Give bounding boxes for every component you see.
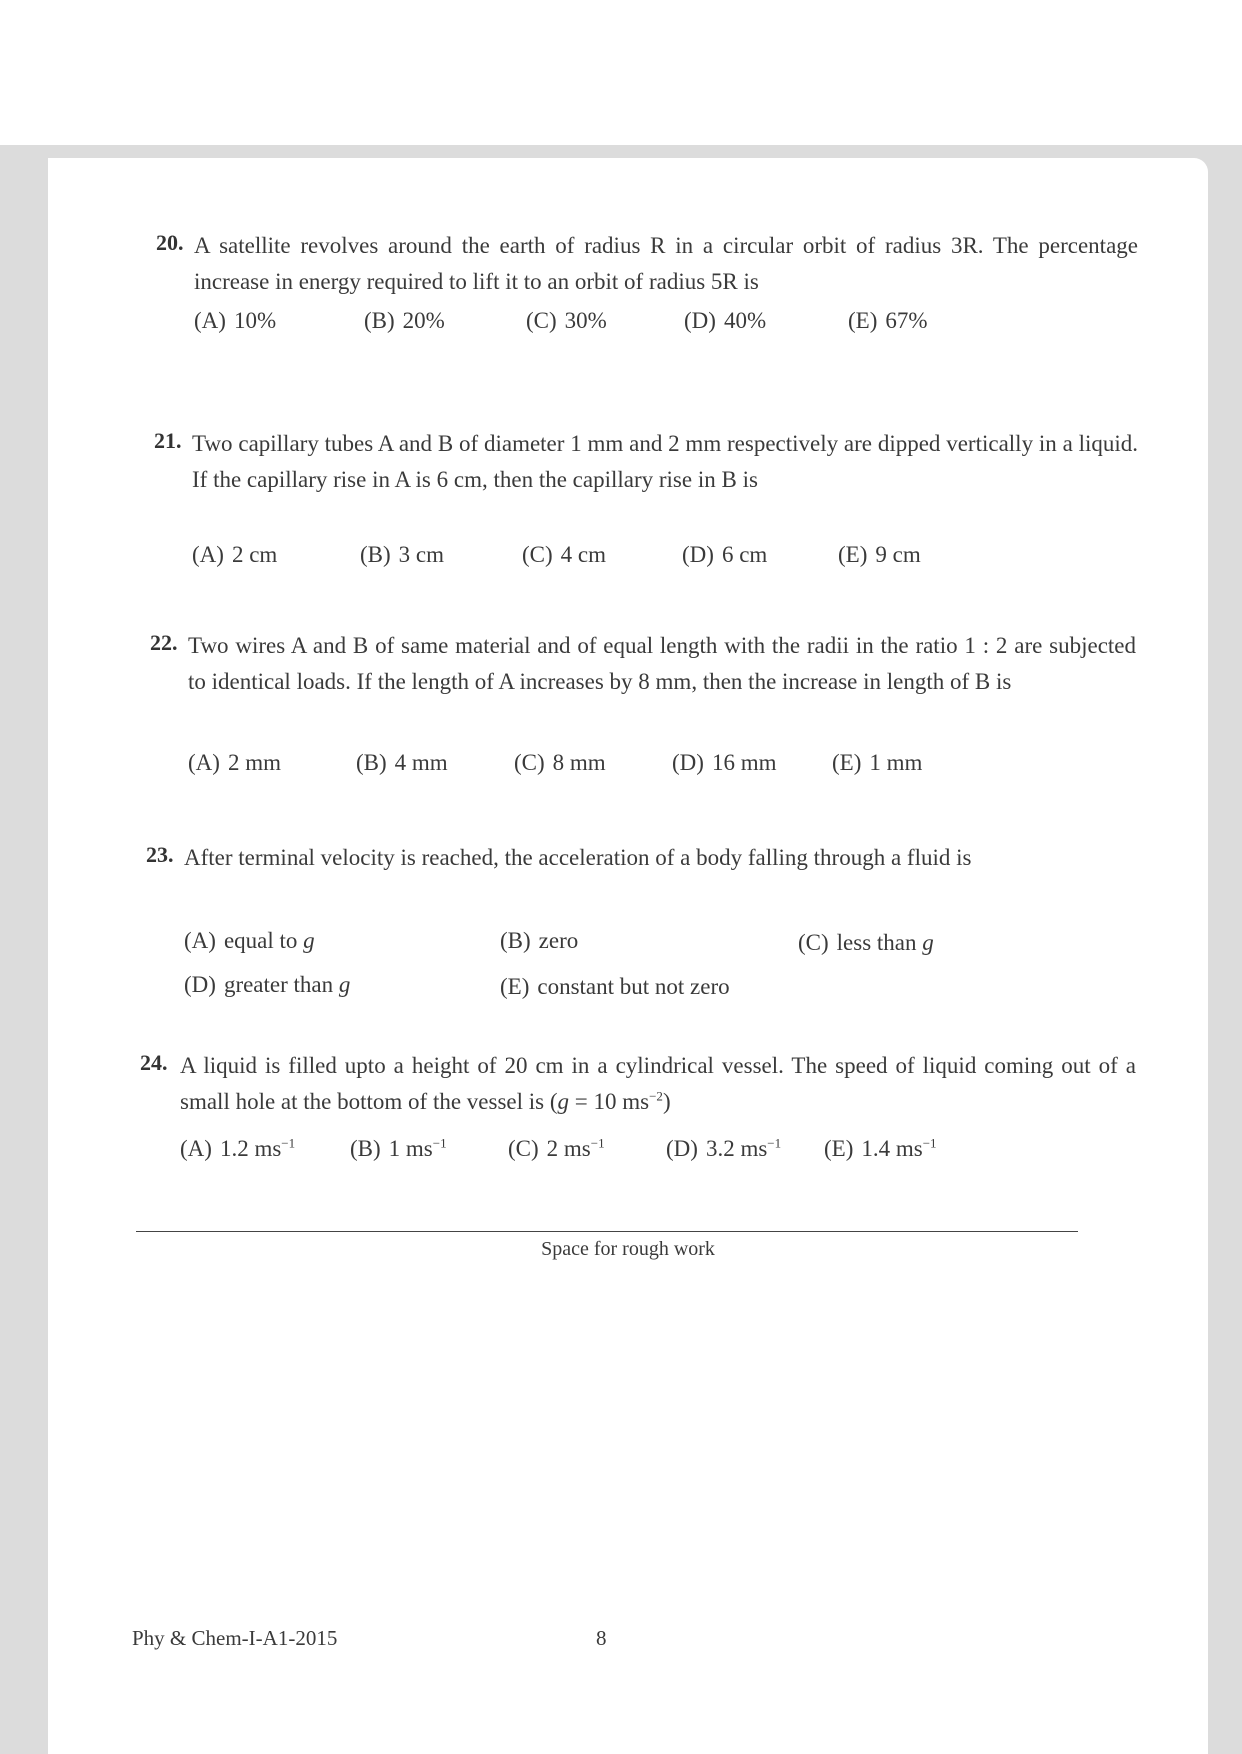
option-d: (D) 3.2 $ms^{-1}$ xyxy=(666,1135,782,1161)
question-number: 20. xyxy=(156,230,184,255)
option-e: (E) constant but not zero xyxy=(500,974,730,999)
option-c: (C) less than g xyxy=(798,930,934,955)
option-a: (A) 2 cm xyxy=(192,542,278,567)
option-e: (E) 1 mm xyxy=(832,750,923,775)
option-b: (B) 4 mm xyxy=(356,750,448,775)
paper-code: Phy & Chem-I-A1-2015 xyxy=(132,1626,338,1650)
question-text: A satellite revolves around the earth of radius R in a circular orbit of radius 3R. The percentage increase in energy required to lift it to an orbit of radius 5R is xyxy=(194,233,1138,294)
option-c: (C) 4 cm xyxy=(522,542,607,567)
option-e: (E) 9 cm xyxy=(838,542,921,567)
question-text: After terminal velocity is reached, the acceleration of a body falling through a fluid is xyxy=(184,845,972,870)
option-c: (C) 30% xyxy=(526,308,607,333)
option-b: (B) 3 cm xyxy=(360,542,445,567)
option-e: (E) 67% xyxy=(848,308,928,333)
option-e: (E) 1.4 $ms^{-1}$ xyxy=(824,1135,937,1161)
option-a: (A) 1.2 $ms^{-1}$ xyxy=(180,1135,296,1161)
option-b: (B) 1 $ms^{-1}$ xyxy=(350,1135,447,1161)
option-b: (B) zero xyxy=(500,928,579,953)
option-d: (D) 6 cm xyxy=(682,542,768,567)
gravity-note: (g = 10 $ms^{-2}$) xyxy=(549,1088,671,1114)
question-number: 24. xyxy=(140,1050,168,1075)
option-a: (A) equal to g xyxy=(184,928,315,953)
page-number: 8 xyxy=(596,1626,607,1650)
option-a: (A) 10% xyxy=(194,308,277,333)
question-text: Two capillary tubes A and B of diameter 1 mm and 2 mm respectively are dipped vertically in a liquid. If the capillary rise in A is 6 cm, then the capillary rise in B is xyxy=(192,431,1138,492)
option-d: (D) greater than g xyxy=(184,972,351,997)
rough-work-divider xyxy=(136,1231,1078,1232)
option-d: (D) 16 mm xyxy=(672,750,777,775)
rough-work-label: Space for rough work xyxy=(541,1238,715,1260)
option-c: (C) 2 $ms^{-1}$ xyxy=(508,1135,605,1161)
option-c: (C) 8 mm xyxy=(514,750,606,775)
option-d: (D) 40% xyxy=(684,308,767,333)
option-a: (A) 2 mm xyxy=(188,750,281,775)
question-number: 21. xyxy=(154,428,182,453)
question-number: 22. xyxy=(150,630,178,655)
question-number: 23. xyxy=(146,842,174,867)
option-b: (B) 20% xyxy=(364,308,445,333)
question-text: Two wires A and B of same material and of equal length with the radii in the ratio 1 : 2 are subjected to identical loads. If the length of A increases by 8 mm, then the increase in length of B is xyxy=(188,633,1136,694)
exam-page xyxy=(48,158,1208,1754)
question-text: A liquid is filled upto a height of 20 cm in a cylindrical vessel. The speed of liquid coming out of a small hole at the bottom of the vessel is (g = 10 $ms^{-2}$) xyxy=(180,1053,1136,1114)
